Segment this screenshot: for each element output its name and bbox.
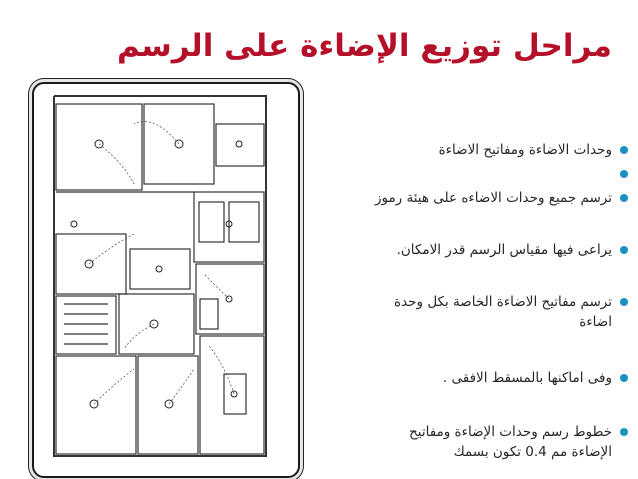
- bullet-text: ترسم مفاتيح الاضاءة الخاصة بكل وحدة: [394, 294, 612, 310]
- bullet-dot-icon: [620, 298, 628, 306]
- bullet-item: [330, 422, 626, 462]
- slide-title: مراحل توزيع الإضاءة على الرسم: [116, 28, 612, 64]
- bullet-dot-icon: [620, 374, 628, 382]
- bullet-text: وحدات الاضاءة ومفاتيح الاضاءة: [438, 142, 612, 158]
- bullet-dot-icon: [620, 194, 628, 202]
- bullet-item: [330, 292, 626, 332]
- bullet-dot-icon: [620, 146, 628, 154]
- bullet-text: خطوط رسم وحدات الإضاءة ومفاتيح: [409, 424, 612, 440]
- floor-plan-drawing: [34, 84, 298, 476]
- floor-plan-image: [32, 82, 300, 478]
- bullet-text: يراعى فيها مقياس الرسم قدر الامكان.: [396, 242, 612, 258]
- bullet-item: [330, 188, 626, 208]
- bullet-dot-icon: [620, 246, 628, 254]
- bullet-item: [330, 140, 626, 160]
- bullet-dot-icon: [620, 428, 628, 436]
- bullet-dot-icon: [620, 170, 628, 178]
- bullet-text-continued: اضاءة: [579, 314, 612, 330]
- bullet-text-continued: الإضاءة مم 0.4 تكون بسمك: [453, 444, 612, 460]
- bullet-item: [330, 240, 626, 260]
- bullet-text: ترسم جميع وحدات الاضاءه على هيئة رموز: [374, 190, 612, 206]
- bullet-item: [330, 368, 626, 388]
- bullet-text: وفى اماكنها بالمسقط الافقى .: [442, 370, 612, 386]
